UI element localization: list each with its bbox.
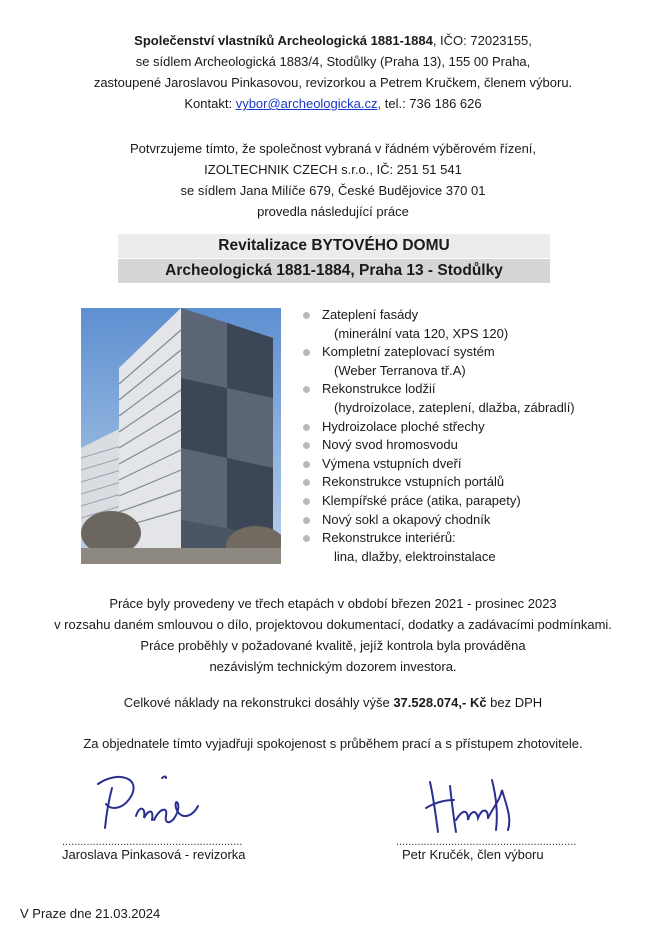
works-item-detail: lina, dlažby, elektroinstalace [334,548,496,564]
signature-krucek-image [420,770,530,840]
works-item-title: Rekonstrukce vstupních portálů [322,474,505,490]
letter-header [0,30,666,114]
signature-line-2: ........................................................... [396,836,577,848]
works-item-title: Zateplení fasády [322,307,419,322]
cost-line [0,692,666,713]
works-item [300,343,620,380]
works-item-title: Klempířské práce (atika, parapety) [322,492,521,508]
works-item-title: Nový sokl a okapový chodník [322,511,491,527]
completion-line-4: nezávislým technickým dozorem investora. [209,659,457,674]
completion-line-1: Práce byly provedeny ve třech etapách v období březen 2021 - prosinec 2023 [109,596,557,611]
works-item-detail: (Weber Terranova tř.A) [334,362,466,378]
works-item-title: Hydroizolace ploché střechy [322,418,485,434]
building-photo [81,308,281,564]
contact-label: Kontakt: [184,96,236,111]
contact-phone: tel.: 736 186 626 [381,96,482,111]
completion-paragraph [0,593,666,677]
satisfaction-statement: Za objednatele tímto vyjadřuji spokojenost s průběhem prací a s přístupem zhotovitele. [83,736,583,751]
representatives-line: zastoupené Jaroslavou Pinkasovou, revizorkou a Petrem Kručkem, členem výboru. [93,75,573,90]
signature-pinkasova-image [88,758,228,838]
works-item-title: Výmena vstupních dveří [322,455,462,471]
address-line: se sídlem Archeologická 1883/4, Stodůlky (Praha 13), 155 00 Praha, [135,54,531,69]
works-item-title: Kompletní zateplovací systém [322,344,495,360]
document-date: V Praze dne 21.03.2024 [20,906,161,921]
works-item [300,492,620,511]
works-item-title: Nový svod hromosvodu [322,437,458,453]
contractor-address-line: se sídlem Jana Milíče 679, České Budějovice 370 01 [180,183,486,198]
works-item [300,529,620,566]
works-item [300,455,620,474]
contact-line [0,93,666,114]
signer-name-2: Petr Kručék, člen výboru [402,847,544,862]
confirmation-line-1: Potvrzujeme tímto, že společnost vybraná v řádném výběrovém řízení, [129,141,537,156]
works-item [300,418,620,437]
works-item-detail: (hydroizolace, zateplení, dlažba, zábradlí) [334,399,575,415]
contact-email-link[interactable]: vybor@archeologicka.cz, [235,96,382,111]
ico-text: , IČO: 72023155, [432,33,532,48]
org-line [0,30,666,51]
works-item-title: Rekonstrukce lodžií [322,381,436,397]
completion-line-3: Práce proběhly v požadované kvalitě, jejíž kontrola byla prováděna [140,638,526,653]
works-item [300,306,620,343]
works-item [300,436,620,455]
signature-line-1: ........................................................... [62,836,243,848]
completion-line-2: v rozsahu daném smlouvou o dílo, projektovou dokumentací, dodatky a zadávacími podmínkami. [54,617,612,632]
works-item [300,473,620,492]
confirmation-paragraph [0,138,666,222]
signer-name-1: Jaroslava Pinkasová - revizorka [62,847,246,862]
confirmation-line-4: provedla následující práce [257,204,409,219]
works-item [300,511,620,530]
contractor-line: IZOLTECHNIK CZECH s.r.o., IČ: 251 51 541 [204,162,462,177]
works-item-detail: (minerální vata 120, XPS 120) [334,325,509,341]
project-title-line-1: Revitalizace BYTOVÉHO DOMU [118,234,550,258]
cost-amount: 37.528.074,- Kč [393,695,487,710]
works-item [300,380,620,417]
cost-prefix: Celkové náklady na rekonstrukci dosáhly výše [123,695,394,710]
org-name: Společenství vlastníků Archeologická 1881-1884 [134,33,433,48]
works-item-title: Rekonstrukce interiérů: [322,530,456,546]
cost-suffix: bez DPH [486,695,543,710]
works-list [300,306,620,566]
project-title-line-2: Archeologická 1881-1884, Praha 13 - Stodůlky [118,259,550,283]
